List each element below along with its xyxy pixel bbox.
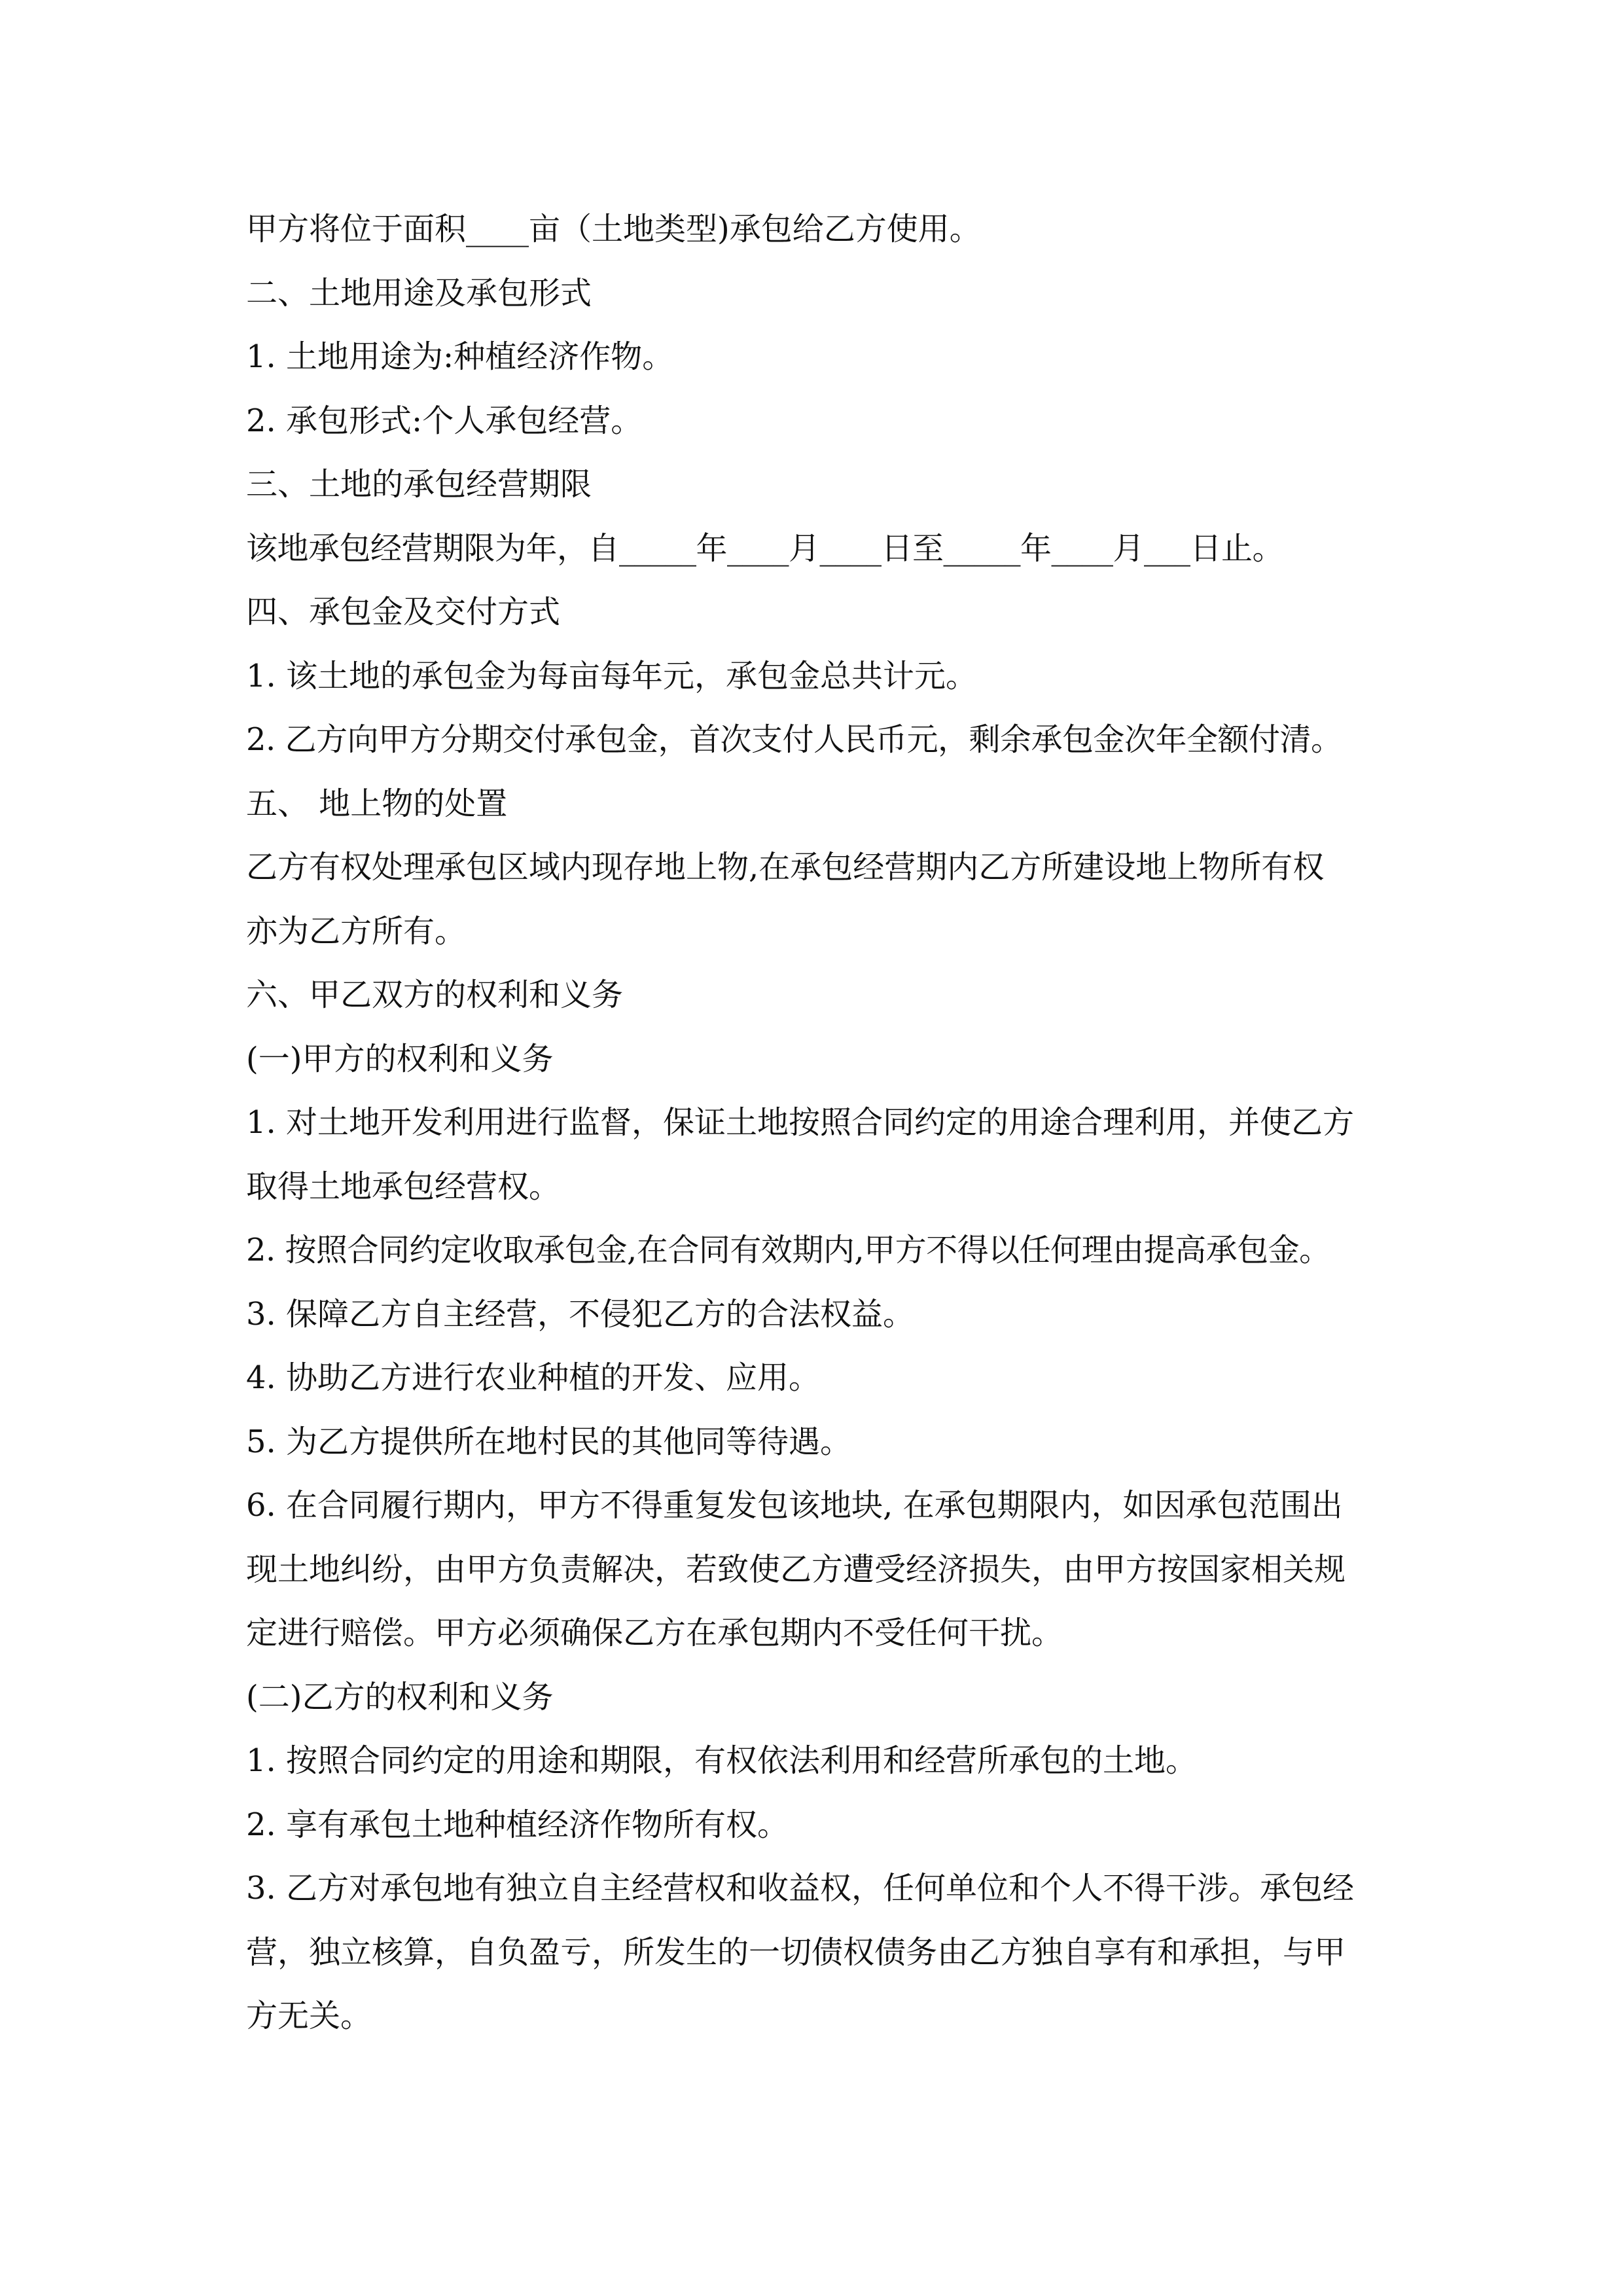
text-line: 定进行赔偿。甲方必须确保乙方在承包期内不受任何干扰。 [246, 1615, 1063, 1651]
text-line: 取得土地承包经营权。 [246, 1168, 561, 1205]
text-line: 乙方有权处理承包区域内现存地上物,在承包经营期内乙方所建设地上物所有权 [246, 849, 1325, 886]
text-line: 5. 为乙方提供所在地村民的其他同等待遇。 [246, 1423, 852, 1460]
text-line: 甲方将位于面积____亩（土地类型)承包给乙方使用。 [246, 211, 981, 247]
text-line: 2. 乙方向甲方分期交付承包金，首次支付人民币元，剩余承包金次年全额付清。 [246, 721, 1342, 758]
section-heading: 五、 地上物的处置 [246, 785, 508, 822]
text-line: 亦为乙方所有。 [246, 912, 467, 950]
document-body [246, 198, 1411, 2049]
section-heading: 三、土地的承包经营期限 [246, 466, 592, 503]
text-line: 2. 承包形式:个人承包经营。 [246, 402, 643, 439]
text-line: 1. 按照合同约定的用途和期限，有权依法利用和经营所承包的土地。 [246, 1742, 1198, 1779]
text-line: 2. 按照合同约定收取承包金,在合同有效期内,甲方不得以任何理由提高承包金。 [246, 1232, 1330, 1268]
text-line: 4. 协助乙方进行农业种植的开发、应用。 [246, 1359, 821, 1396]
text-line: 方无关。 [246, 1998, 372, 2034]
text-line: 1. 对土地开发利用进行监督，保证土地按照合同约定的用途合理利用，并使乙方 [246, 1104, 1355, 1141]
section-heading: 二、土地用途及承包形式 [246, 274, 592, 312]
subsection-heading: (一)甲方的权利和义务 [246, 1040, 554, 1077]
text-line: 1. 土地用途为:种植经济作物。 [246, 338, 674, 375]
text-line: 该地承包经营期限为年，自_____年____月____日至_____年____月___日止。 [246, 529, 1284, 567]
subsection-heading: (二)乙方的权利和义务 [246, 1678, 554, 1715]
text-line: 现土地纠纷，由甲方负责解决，若致使乙方遭受经济损失，由甲方按国家相关规 [246, 1551, 1346, 1588]
text-line: 2. 享有承包土地种植经济作物所有权。 [246, 1806, 789, 1843]
text-line: 3. 保障乙方自主经营，不侵犯乙方的合法权益。 [246, 1295, 915, 1333]
text-line: 1. 该土地的承包金为每亩每年元，承包金总共计元。 [246, 657, 978, 694]
text-line: 6. 在合同履行期内，甲方不得重复发包该地块, 在承包期限内，如因承包范围出 [246, 1487, 1343, 1524]
text-line: 营，独立核算，自负盈亏，所发生的一切债权债务由乙方独自享有和承担，与甲 [246, 1933, 1346, 1971]
section-heading: 四、承包金及交付方式 [246, 594, 561, 630]
section-heading: 六、甲乙双方的权利和义务 [246, 977, 624, 1013]
text-line: 3. 乙方对承包地有独立自主经营权和收益权，任何单位和个人不得干涉。承包经 [246, 1870, 1355, 1907]
